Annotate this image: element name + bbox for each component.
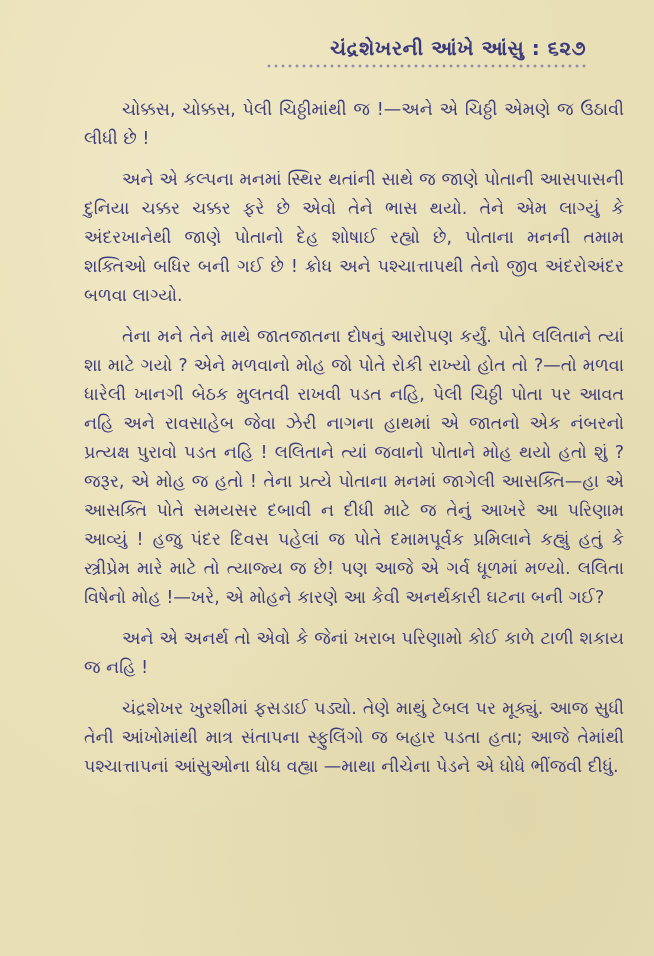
paragraph-3: તેના મને તેને માથે જાતજાતના દોષનું આરોપણ કર્યું. પોતે લલિતાને ત્યાં શા માટે ગયો ? એને મળવાનો મોહ જો પોતે રોકી રાખ્યો હોત તો ?—તો મળવા ધારેલી ખાનગી બેઠક મુલતવી રાખવી પડત નહિ, પેલી ચિઠ્ઠી પોતા પર આવત નહિ અને રાવસાહેબ જેવા ઝેરી નાગના હાથમાં એ જાતનો એક નંબરનો પ્રત્યક્ષ પુરાવો પડત નહિ ! લલિતાને ત્યાં જવાનો પોતાને મોહ થયો હતો શું ? જરૂર, એ મોહ જ હતો ! તેના પ્રત્યે પોતાના મનમાં જાગેલી આસક્તિ—હા એ આસક્તિ પોતે સમયસર દબાવી ન દીધી માટે જ તેનું આખરે આ પરિણામ આવ્યું ! હજુ પંદર દિવસ પહેલાં જ પોતે દમામપૂર્વક પ્રમિલાને કહ્યું હતું કે સ્ત્રીપ્રેમ મારે માટે તો ત્યાજ્ય જ છે! પણ આજે એ ગર્વ ધૂળમાં મળ્યો. લલિતા વિષેનો મોહ !—ખરે, એ મોહને કારણે આ કેવી અનર્થકારી ઘટના બની ગઈ? <box>84 327 624 608</box>
header-wavy-rule <box>266 64 586 68</box>
running-head <box>206 36 586 68</box>
paragraph-1: ચોક્કસ, ચોક્કસ, પેલી ચિઠ્ઠીમાંથી જ !—અને એ ચિઠ્ઠી એમણે જ ઉઠાવી લીધી છે ! <box>84 100 624 149</box>
body-text <box>84 96 624 794</box>
paragraph-2: અને એ કલ્પના મનમાં સ્થિર થતાંની સાથે જ જાણે પોતાની આસપાસની દુનિયા ચક્કર ચક્કર ફરે છે એવો તેને ભાસ થયો. તેને એમ લાગ્યું કે અંદરખાનેથી જાણે પોતાનો દેહ શોષાઈ રહ્યો છે, પોતાના મનની તમામ શક્તિઓ બધિર બની ગઈ છે ! ક્રોધ અને પશ્ચાત્તાપથી તેનો જીવ અંદરોઅંદર બળવા લાગ્યો. <box>84 170 624 306</box>
paragraph-4: અને એ અનર્થ તો એવો કે જેનાં ખરાબ પરિણામો કોઈ કાળે ટાળી શકાય જ નહિ ! <box>84 629 624 678</box>
running-title: ચંદ્રશેખરની આંખે આંસુ : ૬૨૭ <box>330 36 586 60</box>
paragraph-5: ચંદ્રશેખર ખુરશીમાં ફસડાઈ પડ્યો. તેણે માથું ટેબલ પર મૂક્યું. આજ સુધી તેની આંખોમાંથી માત્ર સંતાપના સ્ફુલિંગો જ બહાર પડતા હતા; આજે તેમાંથી પશ્ચાત્તાપનાં આંસુઓના ધોધ વહ્યા —માથા નીચેના પેડને એ ધોધે ભીંજવી દીધું. <box>84 699 624 777</box>
